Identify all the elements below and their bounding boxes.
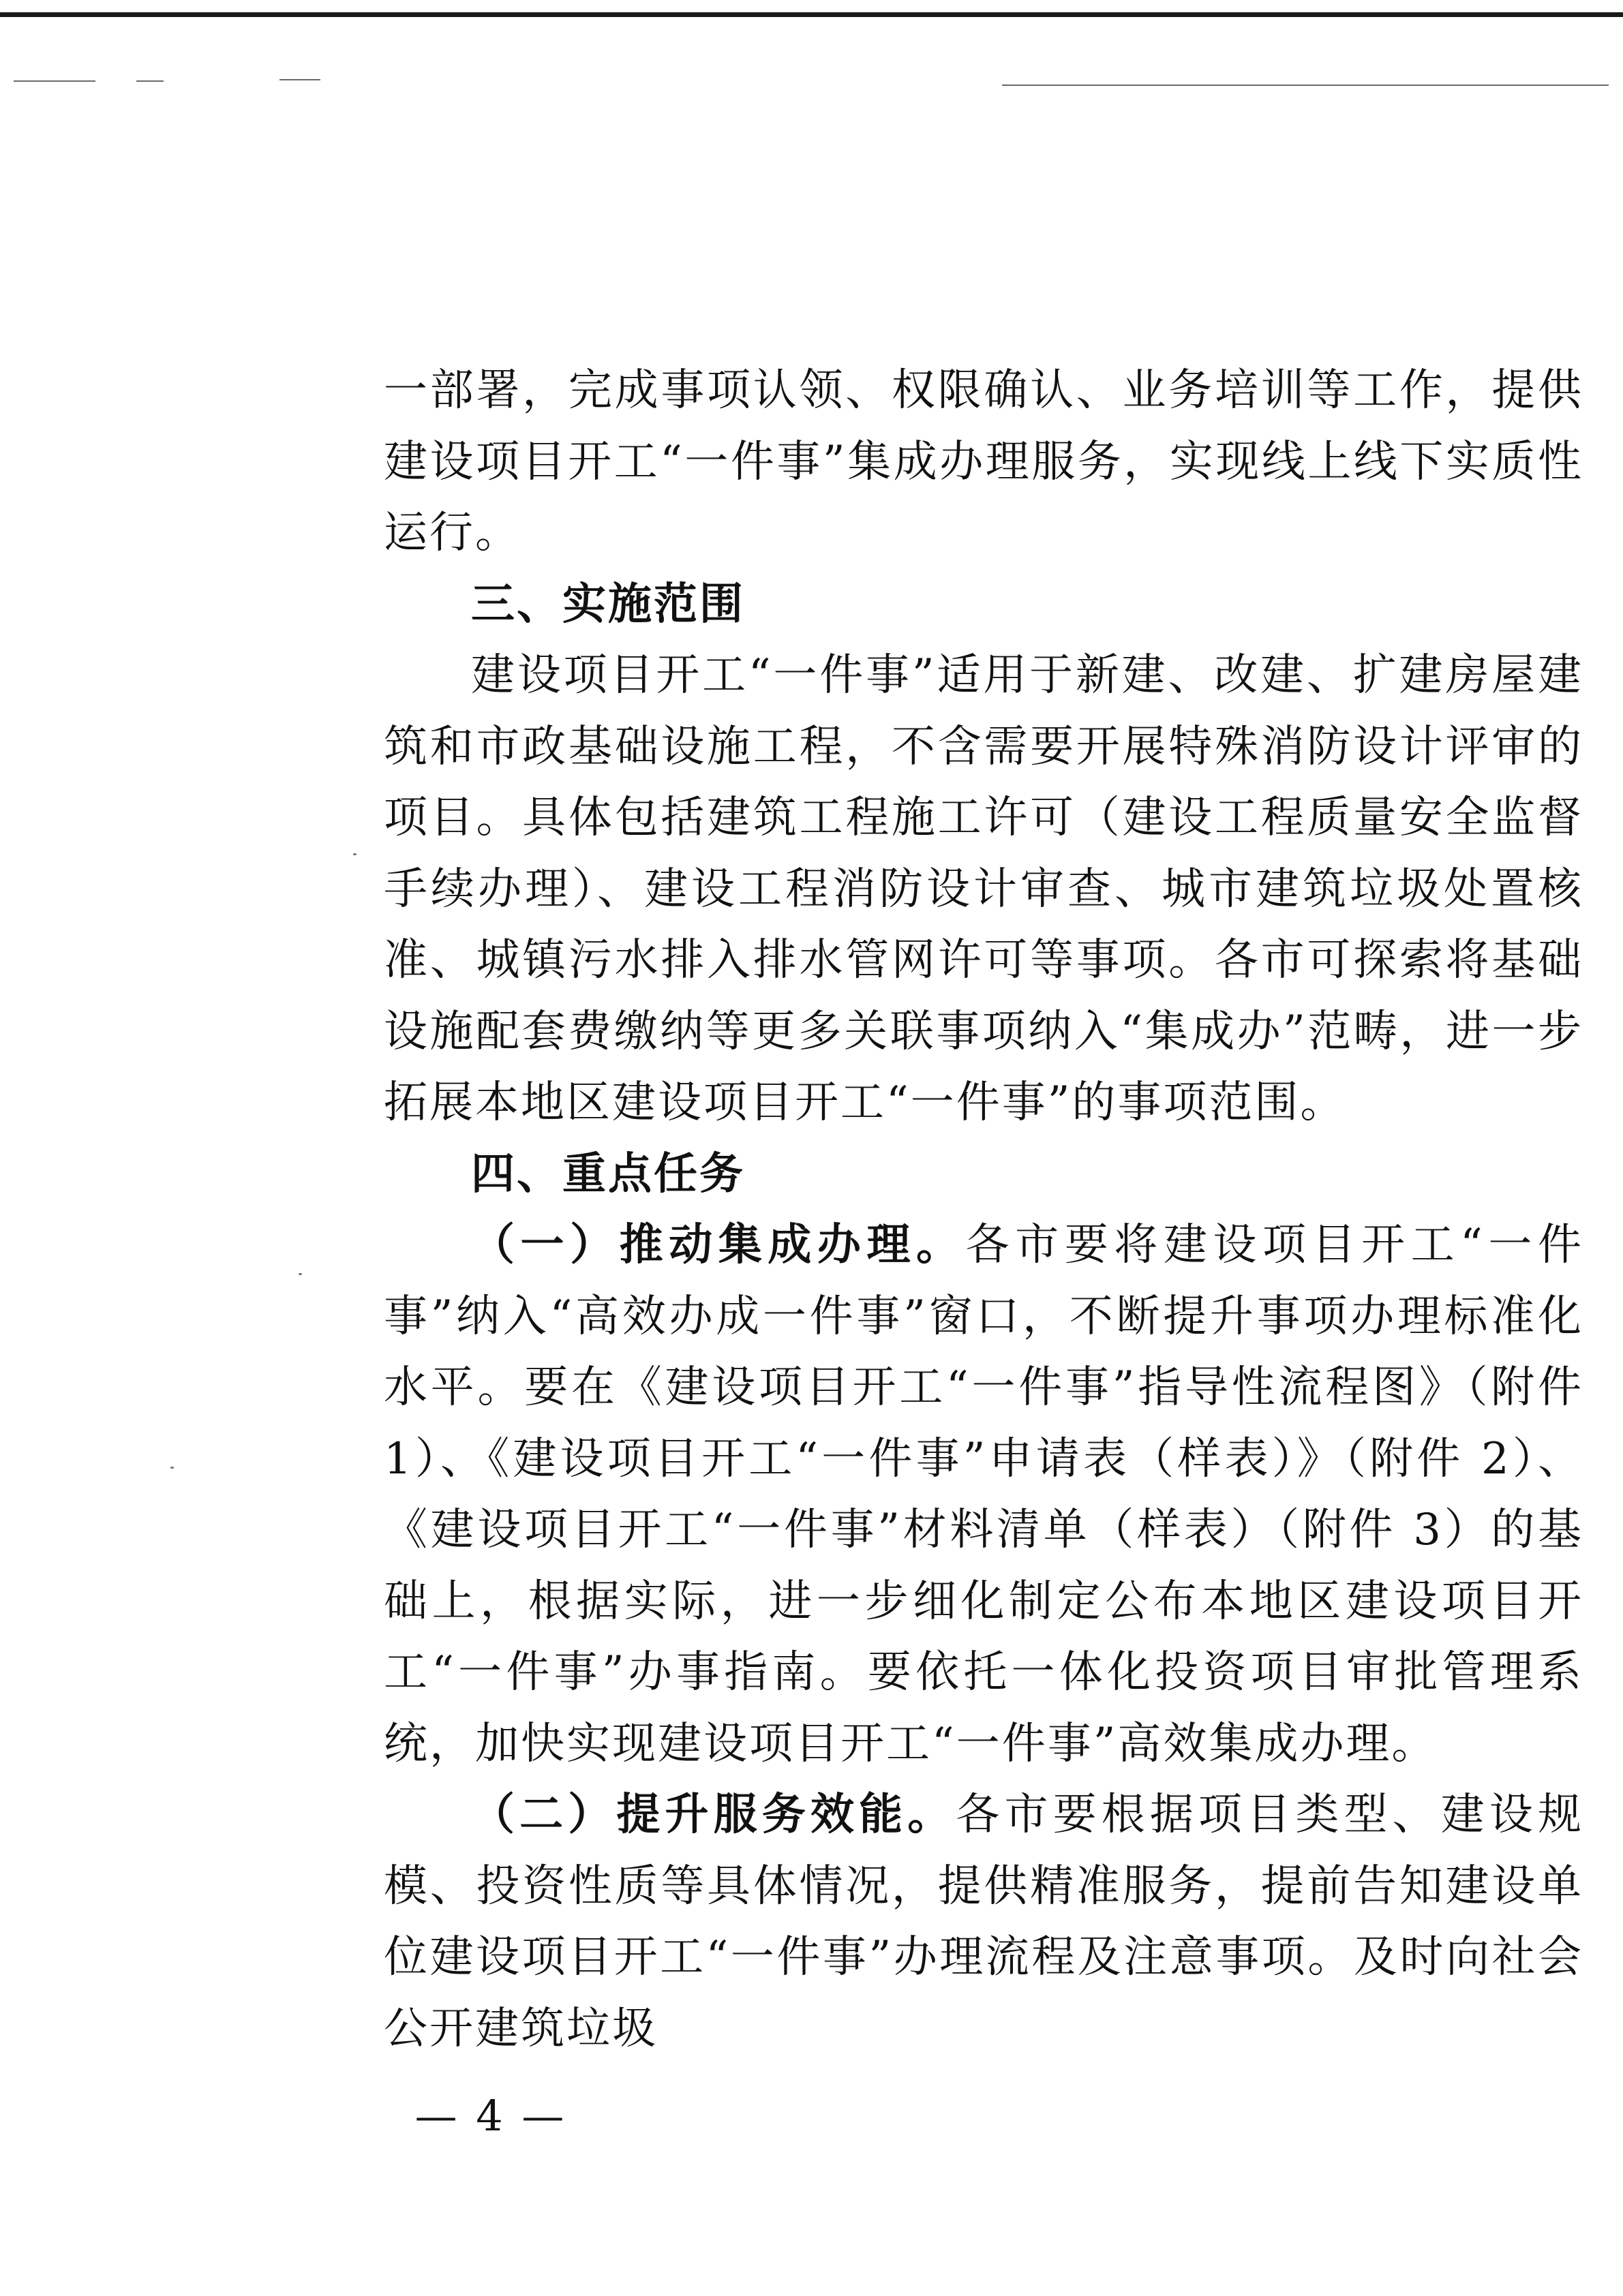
section-heading-key-tasks: 四、重点任务	[471, 1148, 745, 1199]
scan-artifact-line	[14, 80, 95, 82]
paragraph-task-2	[384, 1779, 1583, 2064]
scan-artifact-line	[136, 80, 164, 82]
scan-artifact-dot	[170, 1467, 174, 1469]
scan-artifact-dot	[353, 853, 357, 855]
paragraph-scope: 建设项目开工“一件事”适用于新建、改建、扩建房屋建筑和市政基础设施工程，不含需要开展特殊消防设计评审的项目。具体包括建筑工程施工许可（建设工程质量安全监督手续办理）、建设工程消防设计审查、城市建筑垃圾处置核准、城镇污水排入排水管网许可等事项。各市可探索将基础设施配套费缴纳等更多关联事项纳入“集成办”范畴，进一步拓展本地区建设项目开工“一件事”的事项范围。	[384, 650, 1583, 1128]
scan-artifact-line	[279, 79, 320, 80]
scan-artifact-line	[1002, 85, 1609, 86]
section-heading-scope: 三、实施范围	[471, 579, 745, 630]
task-1-lead: （一）推动集成办理。	[471, 1220, 966, 1270]
task-1-text: 各市要将建设项目开工“一件事”纳入“高效办成一件事”窗口，不断提升事项办理标准化水平。要在《建设项目开工“一件事”指导性流程图》（附件 1）、《建设项目开工“一件事”申请表（样表）》（附件 2）、《建设项目开工“一件事”材料清单（样表）（附件 3）的基础上，根据实际，进一步细化制定公布本地区建设项目开工“一件事”办事指南。要依托一体化投资项目审批管理系统，加快实现建设项目开工“一件事”高效集成办理。	[384, 1220, 1584, 1769]
task-2-lead: （二）提升服务效能。	[471, 1790, 956, 1840]
paragraph-continuation: 一部署，完成事项认领、权限确认、业务培训等工作，提供建设项目开工“一件事”集成办理服务，实现线上线下实质性运行。	[384, 365, 1583, 558]
scan-artifact-dot	[299, 1273, 302, 1275]
task-2-text: 各市要根据项目类型、建设规模、投资性质等具体情况，提供精准服务，提前告知建设单位建设项目开工“一件事”办理流程及注意事项。及时向社会公开建筑垃圾	[384, 1790, 1584, 2054]
top-border-rule	[0, 12, 1623, 17]
document-body	[384, 355, 1583, 2064]
page-number: — 4 —	[414, 2091, 567, 2141]
paragraph-task-1	[384, 1210, 1583, 1779]
